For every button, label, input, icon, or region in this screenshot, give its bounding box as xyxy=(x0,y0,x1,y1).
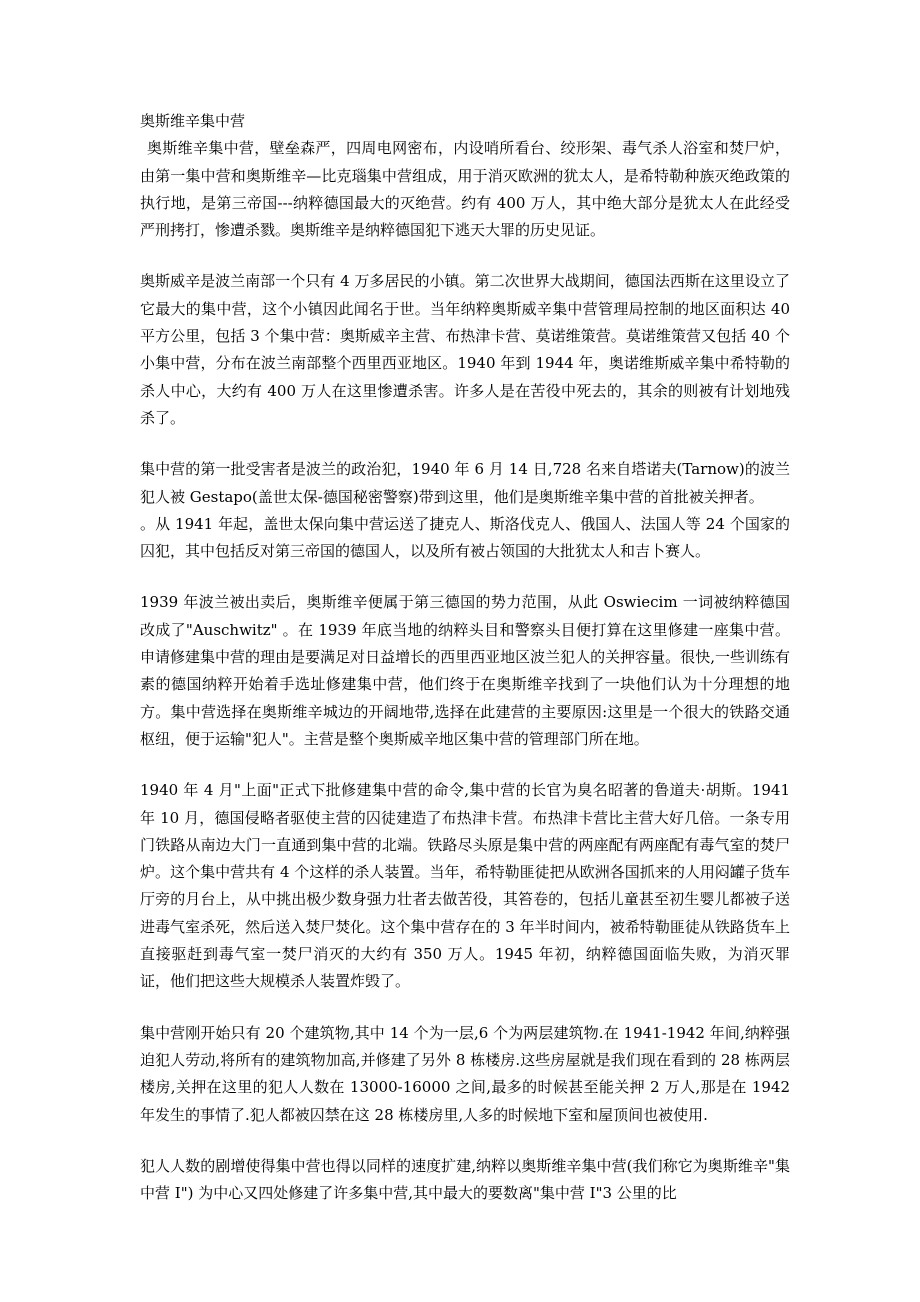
paragraph-buildings: 集中营刚开始只有 20 个建筑物,其中 14 个为一层,6 个为两层建筑物.在 1941-1942 年间,纳粹强迫犯人劳动,将所有的建筑物加高,并修建了另外 8 栋楼房.这些房屋就是我们现在看到的 28 栋两层楼房,关押在这里的犯人人数在 13000-16000 之间,最多的时候甚至能关押 2 万人,那是在 1942 年发生的事情了.犯人都被囚禁在这 28 栋楼房里,人多的时候地下室和屋顶间也被使用. xyxy=(140,1023,790,1124)
paragraph-construction-1939: 1939 年波兰被出卖后，奥斯维辛便属于第三德国的势力范围，从此 Oswiecim 一词被纳粹德国改成了"Auschwitz" 。在 1939 年底当地的纳粹头目和警察头目便打算在这里修建一座集中营。申请修建集中营的理由是要满足对日益增长的西里西亚地区波兰犯人的关押容量。很快,一些训练有素的德国纳粹开始着手选址修建集中营，他们终于在奥斯维辛找到了一块他们认为十分理想的地方。集中营选择在奥斯维辛城边的开阔地带,选择在此建营的主要原因:这里是一个很大的铁路交通枢纽，便于运输"犯人"。主营是整个奥斯威辛地区集中营的管理部门所在地。 xyxy=(140,593,790,748)
paragraph-town: 奥斯威辛是波兰南部一个只有 4 万多居民的小镇。第二次世界大战期间，德国法西斯在这里设立了它最大的集中营，这个小镇因此闻名于世。当年纳粹奥斯威辛集中营管理局控制的地区面积达 40 平方公里，包括 3 个集中营：奥斯威辛主营、布热津卡营、莫诺维策营。莫诺维策营又包括 40 个小集中营，分布在波兰南部整个西里西亚地区。1940 年到 1944 年，奥诺维斯威辛集中希特勒的杀人中心，大约有 400 万人在这里惨遭杀害。许多人是在苦役中死去的，其余的则被有计划地残杀了。 xyxy=(140,272,790,427)
paragraph-first-victims: 集中营的第一批受害者是波兰的政治犯，1940 年 6 月 14 日,728 名来自塔诺夫(Tarnow)的波兰犯人被 Gestapo(盖世太保-德国秘密警察)带到这里，他们是奥斯维辛集中营的首批被关押者。 xyxy=(140,460,790,506)
paragraph-expansion: 犯人人数的剧增使得集中营也得以同样的速度扩建,纳粹以奥斯维辛集中营(我们称它为奥斯维辛"集中营 I") 为中心又四处修建了许多集中营,其中最大的要数离"集中营 I"3 公里的比 xyxy=(140,1156,790,1203)
paragraph-birkenau-1940: 1940 年 4 月"上面"正式下批修建集中营的命令,集中营的长官为臭名昭著的鲁道夫·胡斯。1941 年 10 月，德国侵略者驱使主营的囚徒建造了布热津卡营。布热津卡营比主营大好几倍。一条专用门铁路从南边大门一直通到集中营的北端。铁路尽头原是集中营的两座配有两座配有毒气室的焚尸炉。这个集中营共有 4 个这样的杀人装置。当年，希特勒匪徒把从欧洲各国抓来的人用闷罐子货车厅旁的月台上，从中挑出极少数身强力壮者去做苦役，其笞卷的，包括儿童甚至初生婴儿都被子送进毒气室杀死，然后送入焚尸焚化。这个集中营存在的 3 年半时间内，被希特勒匪徒从铁路货车上直接驱赶到毒气室一焚尸消灭的大约有 350 万人。1945 年初，纳粹德国面临失败，为消灭罪证，他们把这些大规模杀人装置炸毁了。 xyxy=(140,781,790,991)
paragraph-intro: 奥斯维辛集中营，壁垒森严，四周电网密布，内设哨所看台、绞形架、毒气杀人浴室和焚尸炉，由第一集中营和奥斯维辛—比克瑙集中营组成，用于消灭欧洲的犹太人，是希特勒种族灭绝政策的执行地，是第三帝国---纳粹德国最大的灭绝营。约有 400 万人，其中绝大部分是犹太人在此经受严刑拷打，惨遭杀戮。奥斯维辛是纳粹德国犯下逃天大罪的历史见证。 xyxy=(140,139,790,240)
document-page xyxy=(140,108,790,1208)
paragraph-prisoners-1941: 。从 1941 年起，盖世太保向集中营运送了捷克人、斯洛伐克人、俄国人、法国人等 24 个国家的囚犯，其中包括反对第三帝国的德国人，以及所有被占领国的大批犹太人和吉卜赛人。 xyxy=(140,514,790,561)
document-title: 奥斯维辛集中营 xyxy=(140,112,246,130)
